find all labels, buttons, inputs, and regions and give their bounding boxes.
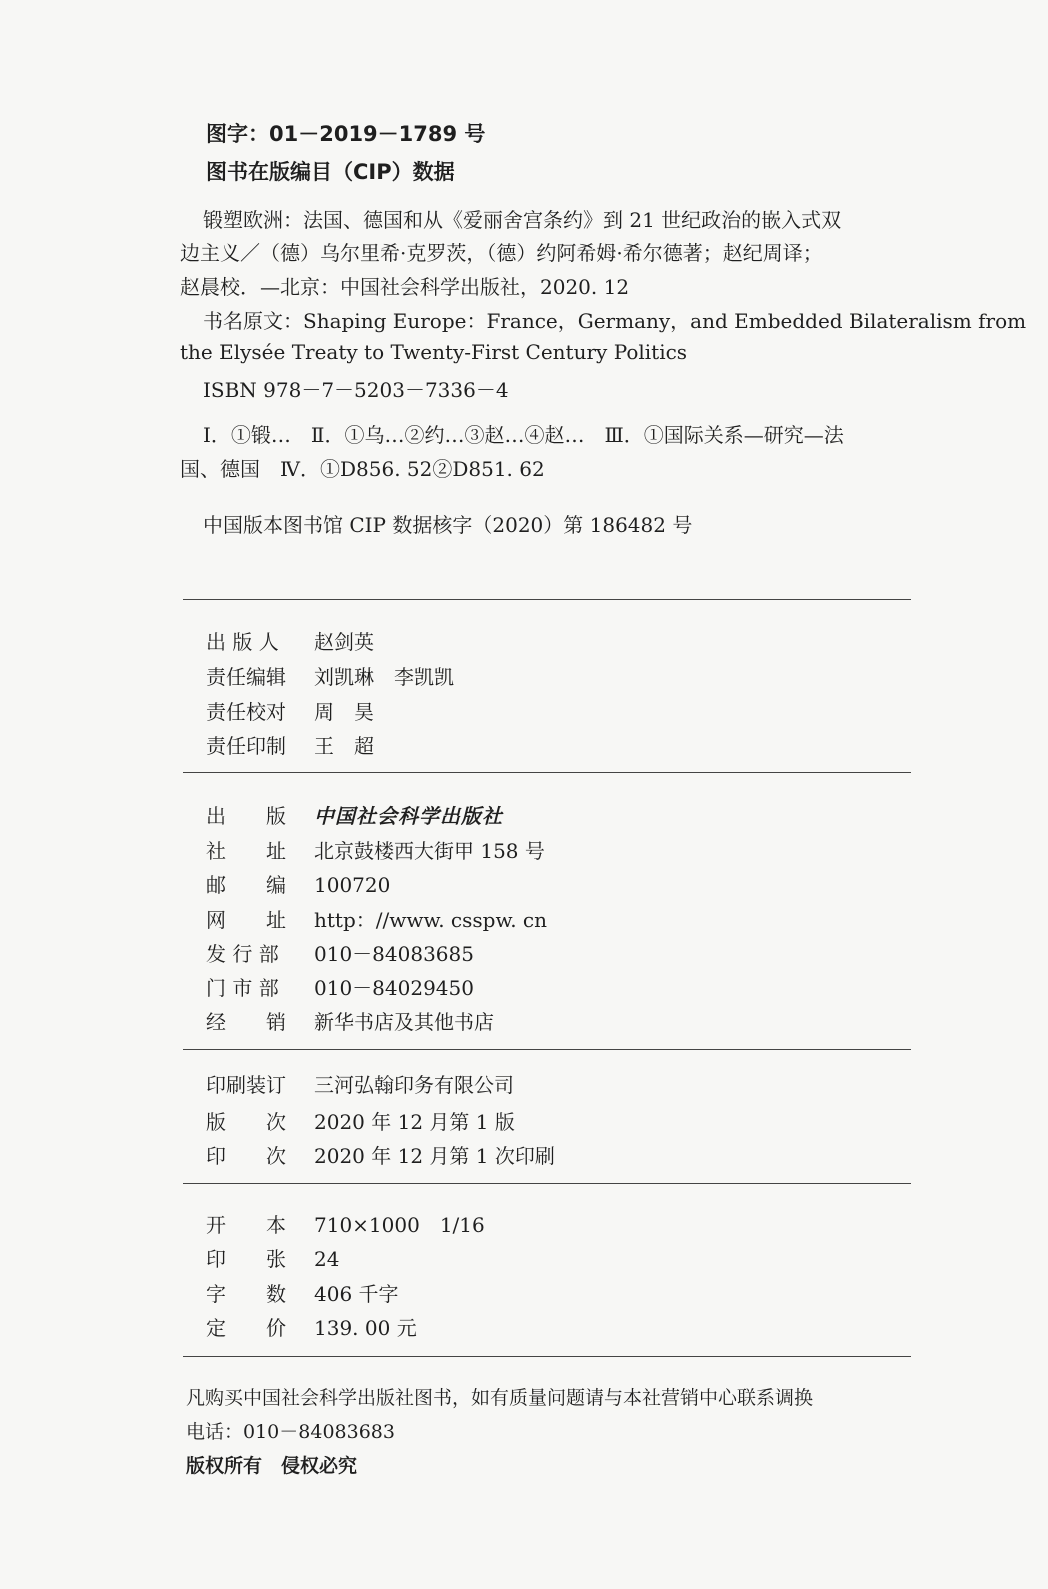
row-value: 周 昊 [314, 700, 374, 724]
publisher-row [206, 938, 474, 967]
publisher-row [206, 972, 474, 1001]
isbn: ISBN 978－7－5203－7336－4 [203, 378, 509, 402]
divider [183, 1049, 911, 1050]
divider [183, 1183, 911, 1184]
staff-row [206, 661, 454, 690]
spec-row [206, 1278, 399, 1307]
row-value: 北京鼓楼西大街甲 158 号 [314, 839, 545, 863]
row-label: 定 价 [206, 1316, 286, 1340]
classification-line-1: Ⅰ．①锻… Ⅱ．①乌…②约…③赵…④赵… Ⅲ．①国际关系—研究—法 [203, 423, 844, 447]
staff-row [206, 696, 374, 725]
row-value: 刘凯琳 李凯凯 [314, 665, 454, 689]
cip-title-line-1: 锻塑欧洲：法国、德国和从《爱丽舍宫条约》到 21 世纪政治的嵌入式双 [203, 208, 842, 232]
row-value: 三河弘翰印务有限公司 [314, 1073, 514, 1097]
license-number: 图字：01－2019－1789 号 [206, 122, 486, 146]
service-phone: 电话：010－84083683 [186, 1421, 395, 1443]
row-value: 010－84029450 [314, 976, 474, 1000]
row-label: 印 张 [206, 1247, 286, 1271]
original-title-line-1: 书名原文：Shaping Europe：France，Germany，and Embedded Bilateralism from [203, 309, 1027, 333]
row-value: 406 千字 [314, 1282, 399, 1306]
publisher-row [206, 800, 503, 829]
classification-line-2: 国、德国 Ⅳ．①D856. 52②D851. 62 [180, 457, 545, 481]
row-label: 开 本 [206, 1213, 286, 1237]
cip-title-line-2: 边主义／（德）乌尔里希·克罗茨，（德）约阿希姆·希尔德著；赵纪周译； [180, 241, 823, 265]
row-label: 门 市 部 [206, 976, 279, 1000]
row-value: 2020 年 12 月第 1 次印刷 [314, 1144, 555, 1168]
row-value: 赵剑英 [314, 630, 374, 654]
cip-heading: 图书在版编目（CIP）数据 [206, 160, 455, 184]
row-label: 版 次 [206, 1110, 286, 1134]
publisher-row [206, 835, 545, 864]
printing-row [206, 1140, 555, 1169]
row-label: 责任校对 [206, 700, 286, 724]
quality-notice: 凡购买中国社会科学出版社图书，如有质量问题请与本社营销中心联系调换 [186, 1387, 814, 1409]
spec-row [206, 1243, 339, 1272]
publisher-row [206, 869, 390, 898]
copyright-notice: 版权所有 侵权必究 [186, 1455, 358, 1477]
row-value: 24 [314, 1247, 340, 1271]
row-value: 100720 [314, 873, 391, 897]
website: http：//www. csspw. cn [314, 908, 548, 932]
row-value: 王 超 [314, 734, 374, 758]
row-label: 社 址 [206, 839, 286, 863]
publisher-row [206, 1006, 494, 1035]
divider [183, 1356, 911, 1357]
cip-title-line-3: 赵晨校．—北京：中国社会科学出版社，2020. 12 [180, 275, 630, 299]
publisher-row [206, 904, 547, 933]
spec-row [206, 1209, 485, 1238]
row-label: 邮 编 [206, 873, 286, 897]
row-label: 出 版 人 [206, 630, 279, 654]
original-title-line-2: the Elysée Treaty to Twenty-First Century Politics [180, 340, 688, 364]
row-label: 字 数 [206, 1282, 286, 1306]
printing-row [206, 1106, 515, 1135]
row-label: 发 行 部 [206, 942, 279, 966]
row-value: 710×1000 1/16 [314, 1213, 485, 1237]
row-value: 新华书店及其他书店 [314, 1010, 494, 1034]
row-label: 印刷装订 [206, 1073, 286, 1097]
row-value: 139. 00 元 [314, 1316, 417, 1340]
row-label: 经 销 [206, 1010, 286, 1034]
printing-row [206, 1069, 514, 1098]
publisher-name-logo: 中国社会科学出版社 [314, 804, 503, 828]
cip-verification: 中国版本图书馆 CIP 数据核字（2020）第 186482 号 [203, 513, 693, 537]
row-label: 责任印制 [206, 734, 286, 758]
staff-row [206, 626, 374, 655]
row-label: 责任编辑 [206, 665, 286, 689]
staff-row [206, 730, 374, 759]
row-value: 2020 年 12 月第 1 版 [314, 1110, 515, 1134]
spec-row [206, 1312, 417, 1341]
row-label: 印 次 [206, 1144, 286, 1168]
divider [183, 772, 911, 773]
row-value: 010－84083685 [314, 942, 474, 966]
divider [183, 599, 911, 600]
row-label: 网 址 [206, 908, 286, 932]
row-label: 出 版 [206, 804, 286, 828]
